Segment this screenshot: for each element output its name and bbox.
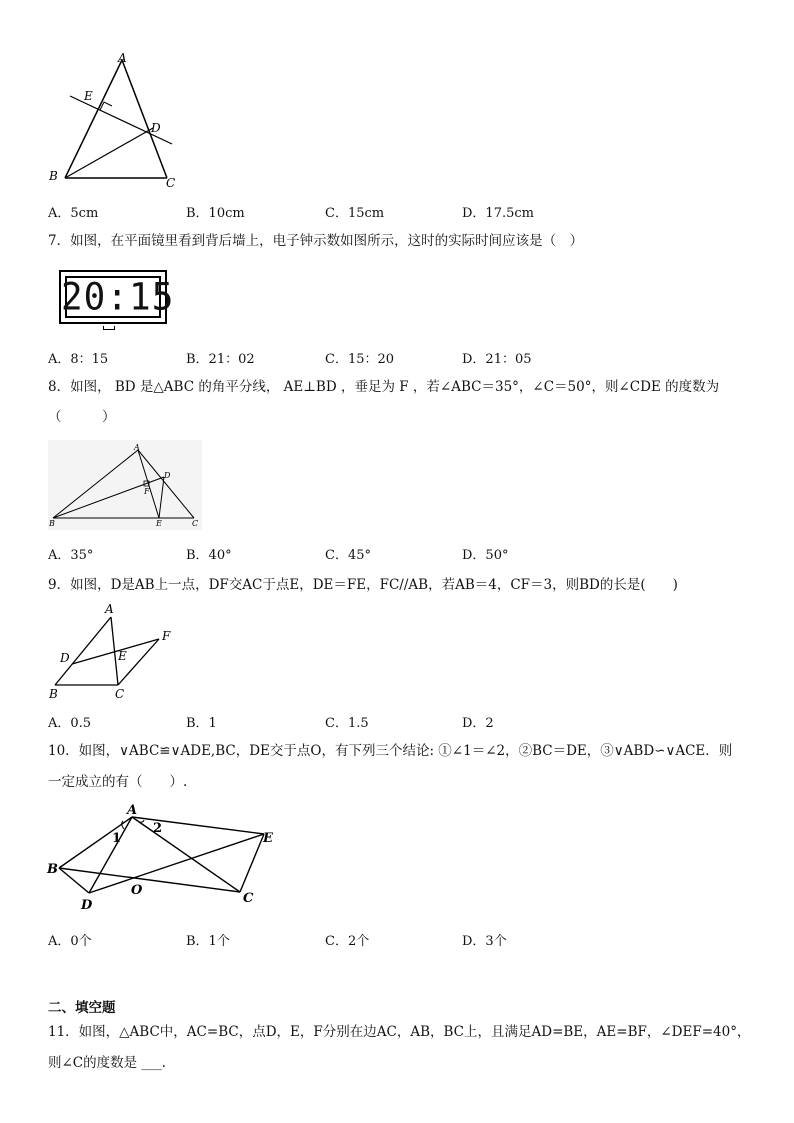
- label-B: B: [49, 519, 55, 528]
- q7-option-b[interactable]: B．21：02: [186, 352, 255, 367]
- label-D: D: [60, 651, 70, 665]
- q7-option-a[interactable]: A．8：15: [48, 352, 109, 367]
- q8-option-b[interactable]: B．40°: [186, 548, 232, 563]
- q8-option-c[interactable]: C．45°: [325, 548, 371, 563]
- q9-option-c[interactable]: C．1.5: [325, 716, 369, 731]
- q11-question-text-line1: 11．如图，△ABC中，AC=BC，点D，E，F分别在边AC，AB，BC上，且满足AD=BE，AE=BF，∠DEF=40°，: [48, 1024, 751, 1040]
- q10-option-a[interactable]: A．0个: [48, 934, 92, 949]
- q10-option-b[interactable]: B．1个: [186, 934, 230, 949]
- q9-figure: [44, 600, 184, 700]
- q8-question-text-line1: 8．如图， BD 是△ABC 的角平分线， AE⊥BD ，垂足为 F ，若∠ABC＝35°，∠C＝50°，则∠CDE 的度数为: [48, 379, 720, 395]
- q8-option-a[interactable]: A．35°: [48, 548, 94, 563]
- label-C: C: [243, 891, 254, 906]
- clock-figure: [59, 270, 175, 324]
- label-C: C: [192, 519, 199, 528]
- q8-question-text-line2: （ ）: [48, 409, 116, 425]
- q6-option-a[interactable]: A．5cm: [48, 206, 99, 221]
- q6-triangle-figure: [40, 50, 190, 195]
- q6-option-b[interactable]: B．10cm: [186, 206, 245, 221]
- label-E: E: [156, 519, 162, 528]
- q6-option-c[interactable]: C．15cm: [325, 206, 385, 221]
- label-A: A: [127, 803, 138, 818]
- q7-option-d[interactable]: D．21：05: [462, 352, 532, 367]
- label-angle-2: 2: [153, 821, 163, 836]
- label-D: D: [151, 121, 161, 135]
- q10-figure: [44, 800, 284, 915]
- q9-option-b[interactable]: B．1: [186, 716, 217, 731]
- label-D: D: [164, 471, 171, 480]
- q10-option-d[interactable]: D．3个: [462, 934, 507, 949]
- label-A: A: [105, 602, 114, 616]
- q9-option-d[interactable]: D．2: [462, 716, 494, 731]
- label-B: B: [49, 169, 58, 183]
- q10-question-text-line2: 一定成立的有（ ）.: [48, 774, 188, 790]
- q10-option-c[interactable]: C．2个: [325, 934, 370, 949]
- label-B: B: [47, 862, 58, 877]
- label-C: C: [115, 687, 125, 700]
- q11-question-text-line2: 则∠C的度数是 ___.: [48, 1055, 166, 1071]
- q10-question-text-line1: 10．如图，∨ABC≌∨ADE,BC，DE交于点O，有下列三个结论: ①∠1＝∠2，②BC＝DE，③∨ABD∽∨ACE．则: [48, 743, 733, 759]
- q8-option-d[interactable]: D．50°: [462, 548, 509, 563]
- clock-display: 20:15: [61, 275, 175, 319]
- label-O: O: [131, 883, 143, 898]
- label-E: E: [118, 649, 127, 663]
- label-E: E: [84, 89, 93, 103]
- label-C: C: [166, 176, 176, 190]
- section-title: 二、填空题: [48, 1000, 116, 1016]
- q7-option-c[interactable]: C．15：20: [325, 352, 395, 367]
- q8-triangle-figure: [48, 440, 202, 530]
- label-F: F: [162, 629, 171, 643]
- q9-question-text: 9．如图，D是AB上一点，DF交AC于点E，DE＝FE，FC//AB，若AB＝4，CF＝3，则BD的长是( ): [48, 577, 678, 593]
- label-A: A: [118, 51, 127, 65]
- label-F: F: [144, 487, 150, 496]
- q6-option-d[interactable]: D．17.5cm: [462, 206, 534, 221]
- label-D: D: [81, 898, 93, 913]
- label-E: E: [263, 831, 273, 846]
- q9-option-a[interactable]: A．0.5: [48, 716, 92, 731]
- label-B: B: [49, 687, 58, 700]
- q7-question-text: 7．如图，在平面镜里看到背后墙上，电子钟示数如图所示，这时的实际时间应该是（ ）: [48, 233, 584, 249]
- label-A: A: [134, 443, 140, 452]
- label-angle-1: 1: [112, 831, 122, 846]
